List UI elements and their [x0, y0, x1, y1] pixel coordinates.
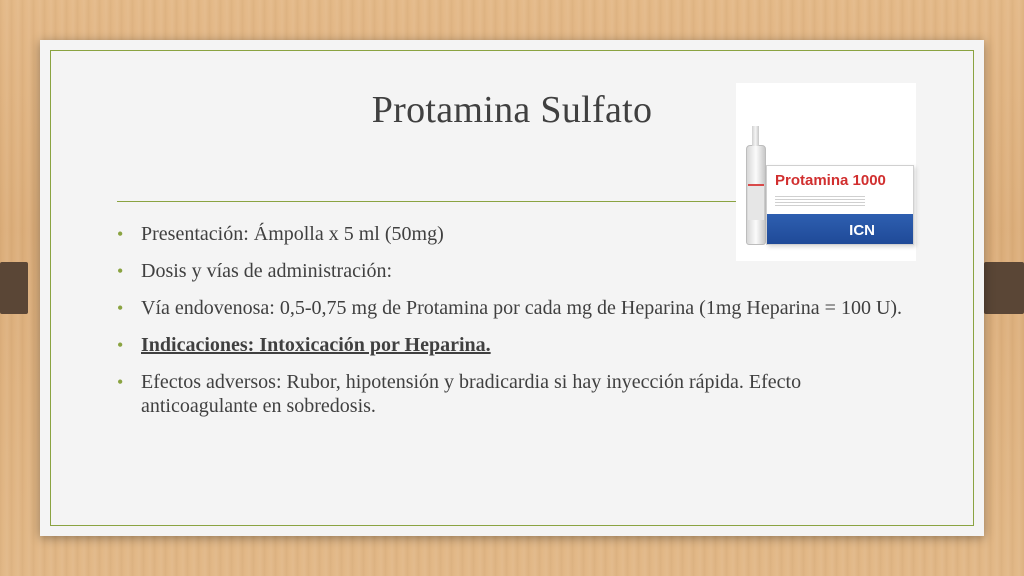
- bullet-icon: •: [117, 261, 124, 281]
- bullet-text: Presentación: Ámpolla x 5 ml (50mg): [141, 223, 444, 245]
- bullet-icon: •: [117, 335, 124, 355]
- right-wood-tab: [984, 262, 1024, 314]
- bullet-list: [117, 222, 907, 431]
- list-item: [117, 333, 907, 357]
- product-brand-text: Protamina 1000: [775, 172, 886, 189]
- title-underline: [117, 201, 742, 202]
- list-item: [117, 296, 907, 320]
- left-wood-tab: [0, 262, 28, 314]
- bullet-text: Efectos adversos: Rubor, hipotensión y bradicardia si hay inyección rápida. Efecto anticoagulante en sobredosis.: [141, 371, 802, 417]
- list-item: [117, 222, 907, 246]
- product-logo: ICN: [849, 222, 875, 239]
- bullet-text: Indicaciones: Intoxicación por Heparina.: [141, 334, 491, 356]
- list-item: [117, 259, 907, 283]
- bullet-text: Dosis y vías de administración:: [141, 260, 393, 282]
- bullet-icon: •: [117, 372, 124, 392]
- list-item: [117, 370, 907, 418]
- bullet-icon: •: [117, 224, 124, 244]
- slide: [40, 40, 984, 536]
- slide-title: Protamina Sulfato: [371, 89, 653, 131]
- bullet-icon: •: [117, 298, 124, 318]
- bullet-text: Vía endovenosa: 0,5-0,75 mg de Protamina por cada mg de Heparina (1mg Heparina = 100 U).: [141, 297, 903, 319]
